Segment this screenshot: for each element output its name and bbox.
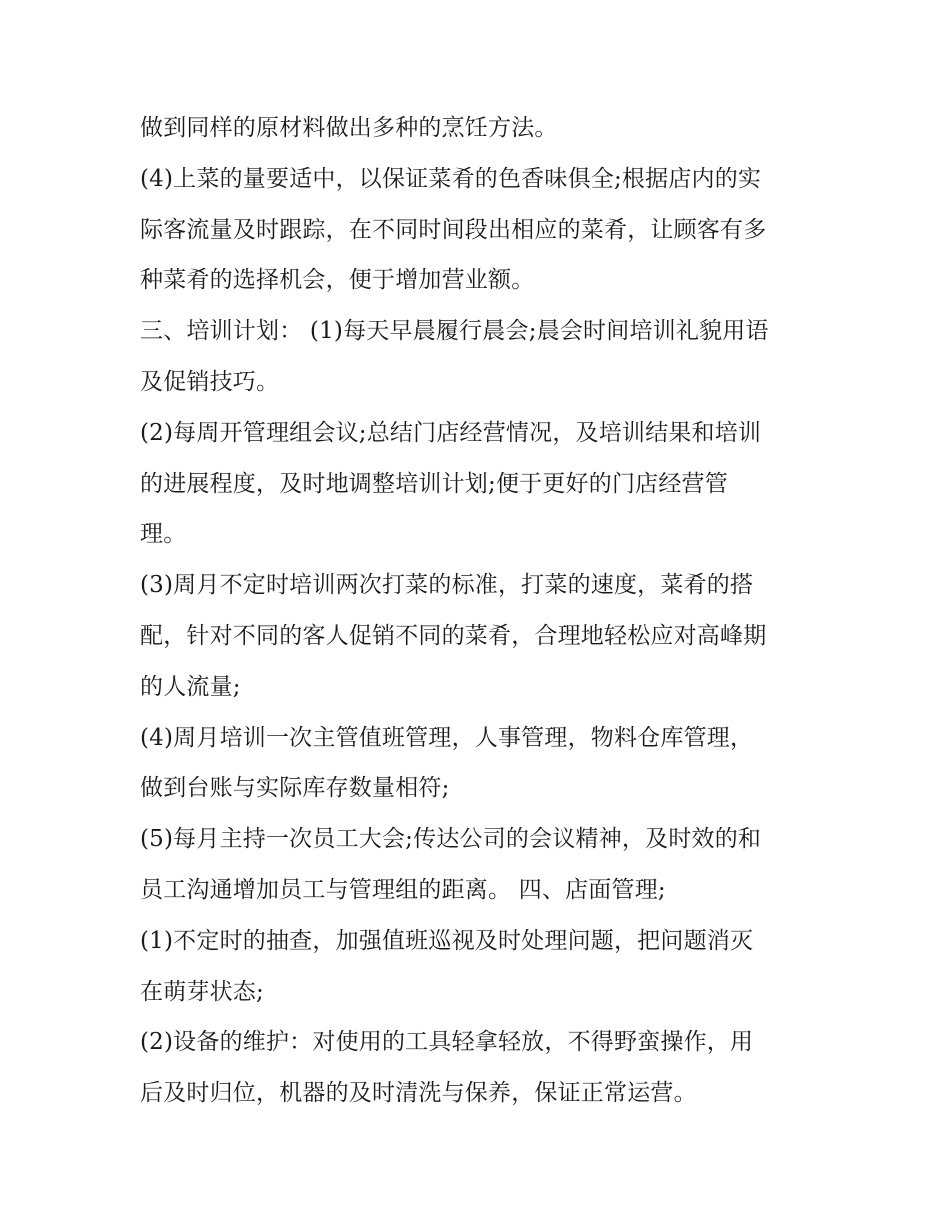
text-line-17: (1)不定时的抽查，加强值班巡视及时处理问题，把问题消灭 bbox=[140, 927, 754, 954]
text-line-9: 理。 bbox=[140, 521, 187, 548]
text-line-14: 做到台账与实际库存数量相符; bbox=[140, 775, 450, 802]
text-line-8: 的进展程度，及时地调整培训计划;便于更好的门店经营管 bbox=[140, 470, 728, 497]
text-line-7: (2)每周开管理组会议;总结门店经营情况，及培训结果和培训 bbox=[140, 419, 762, 446]
text-line-15: (5)每月主持一次员工大会;传达公司的会议精神，及时效的和 bbox=[140, 826, 762, 853]
text-line-3: 际客流量及时跟踪，在不同时间段出相应的菜肴，让顾客有多 bbox=[140, 216, 767, 243]
text-line-6: 及促销技巧。 bbox=[140, 368, 280, 395]
text-line-4: 种菜肴的选择机会，便于增加营业额。 bbox=[140, 267, 535, 294]
text-line-20: 后及时归位，机器的及时清洗与保养，保证正常运营。 bbox=[140, 1080, 697, 1107]
text-line-1: 做到同样的原材料做出多种的烹饪方法。 bbox=[140, 115, 558, 141]
text-line-18: 在萌芽状态; bbox=[140, 978, 264, 1005]
text-line-13: (4)周月培训一次主管值班管理，人事管理，物料仓库管理， bbox=[140, 724, 754, 751]
text-line-12: 的人流量; bbox=[140, 673, 241, 700]
text-line-5: 三、培训计划： (1)每天早晨履行晨会;晨会时间培训礼貌用语 bbox=[140, 318, 769, 345]
text-line-2: (4)上菜的量要适中，以保证菜肴的色香味俱全;根据店内的实 bbox=[140, 165, 762, 192]
text-line-16: 员工沟通增加员工与管理组的距离。 四、店面管理; bbox=[140, 876, 666, 903]
document-body bbox=[140, 103, 830, 1119]
text-line-11: 配，针对不同的客人促销不同的菜肴，合理地轻松应对高峰期 bbox=[140, 622, 767, 649]
text-line-19: (2)设备的维护：对使用的工具轻拿轻放，不得野蛮操作，用 bbox=[140, 1029, 754, 1056]
text-line-10: (3)周月不定时培训两次打菜的标准，打菜的速度，菜肴的搭 bbox=[140, 572, 754, 599]
